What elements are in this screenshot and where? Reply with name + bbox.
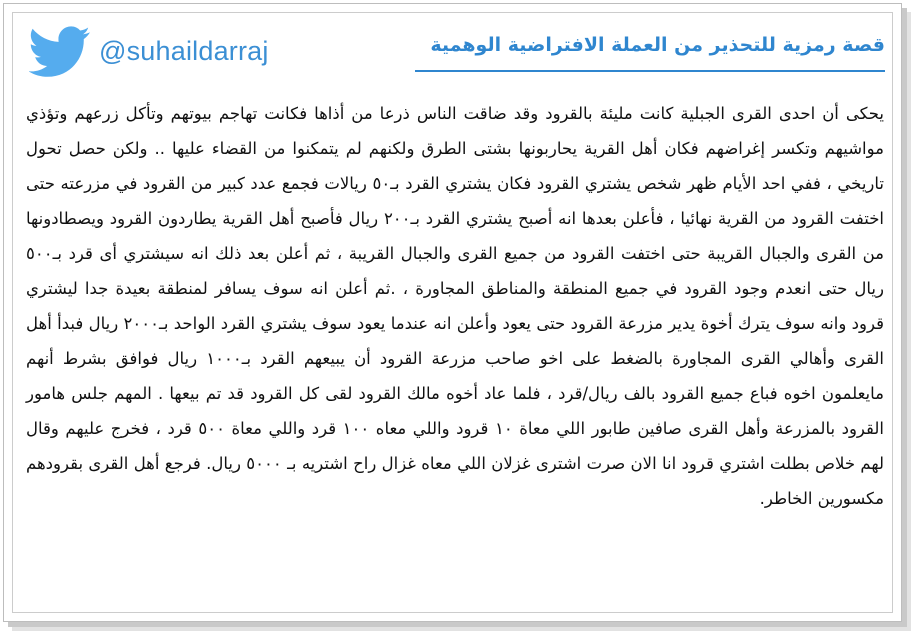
twitter-handle: @suhaildarraj bbox=[99, 36, 269, 66]
image-frame bbox=[3, 3, 902, 622]
twitter-bird-icon bbox=[29, 26, 91, 78]
title-underline bbox=[415, 70, 885, 72]
header bbox=[29, 22, 889, 84]
story-text: يحكى أن احدى القرى الجبلية كانت مليئة بالقرود وقد ضاقت الناس ذرعا من أذاها فكانت تهاجم بيوتهم وتأكل زرعهم وتؤذي مواشيهم وتكسر إغراضهم فكان أهل القرية يحاربونها بشتى الطرق ولكنهم لم يتمكنوا من القضاء عليها .. ولكن حصل تحول تاريخي ، ففي احد الأيام ظهر شخص يشتري القرود فكان يشتري القرد بـ٥٠ ريالات فجمع عدد كبير من القرود في مزرعته حتى اختفت القرود من القرية نهائيا ، فأعلن بعدها انه أصبح يشتري القرد بـ٢٠٠ ريال فأصبح أهل القرية يطاردون القرود ويصطادونها من القرى والجبال القريبة حتى اختفت القرود من جميع القرى والجبال القريبة ، ثم أعلن بعد ذلك انه سيشتري أى قرد بـ٥٠٠ ريال حتى انعدم وجود القرود في جميع المنطقة والمناطق المجاورة ، .ثم أعلن انه سوف يسافر لمنطقة بعيدة جدا ليشتري قرود وانه سوف يترك أخوة يدير مزرعة القرود حتى يعود وأعلن انه عندما يعود سوف يشتري القرد الواحد بـ٢٠٠٠ ريال فبدأ أهل القرى وأهالي القرى المجاورة بالضغط على اخو صاحب مزرعة القرود أن يبيعهم القرد بـ١٠٠٠ ريال فوافق بشرط أنهم مايعلمون اخوه فباع جميع القرود بالف ريال/قرد ، فلما عاد أخوه مالك القرود لقى كل القرود قد تم بيعها . المهم جلس هامور القرود بالمزرعة وأهل القرى صافين طابور اللي معاة ١٠ قرود واللي معاه ١٠٠ قرد واللي معاة ٥٠٠ قرد ، فخرج عليهم وقال لهم خلاص بطلت اشتري قرود انا الان صرت اشترى غزلان اللي معاه غزال راح اشتريه بـ ٥٠٠٠ ريال. فرجع أهل القرى بقرودهم مكسورين الخاطر. bbox=[26, 104, 885, 508]
story-title: قصة رمزية للتحذير من العملة الافتراضية الوهمية bbox=[430, 34, 885, 56]
